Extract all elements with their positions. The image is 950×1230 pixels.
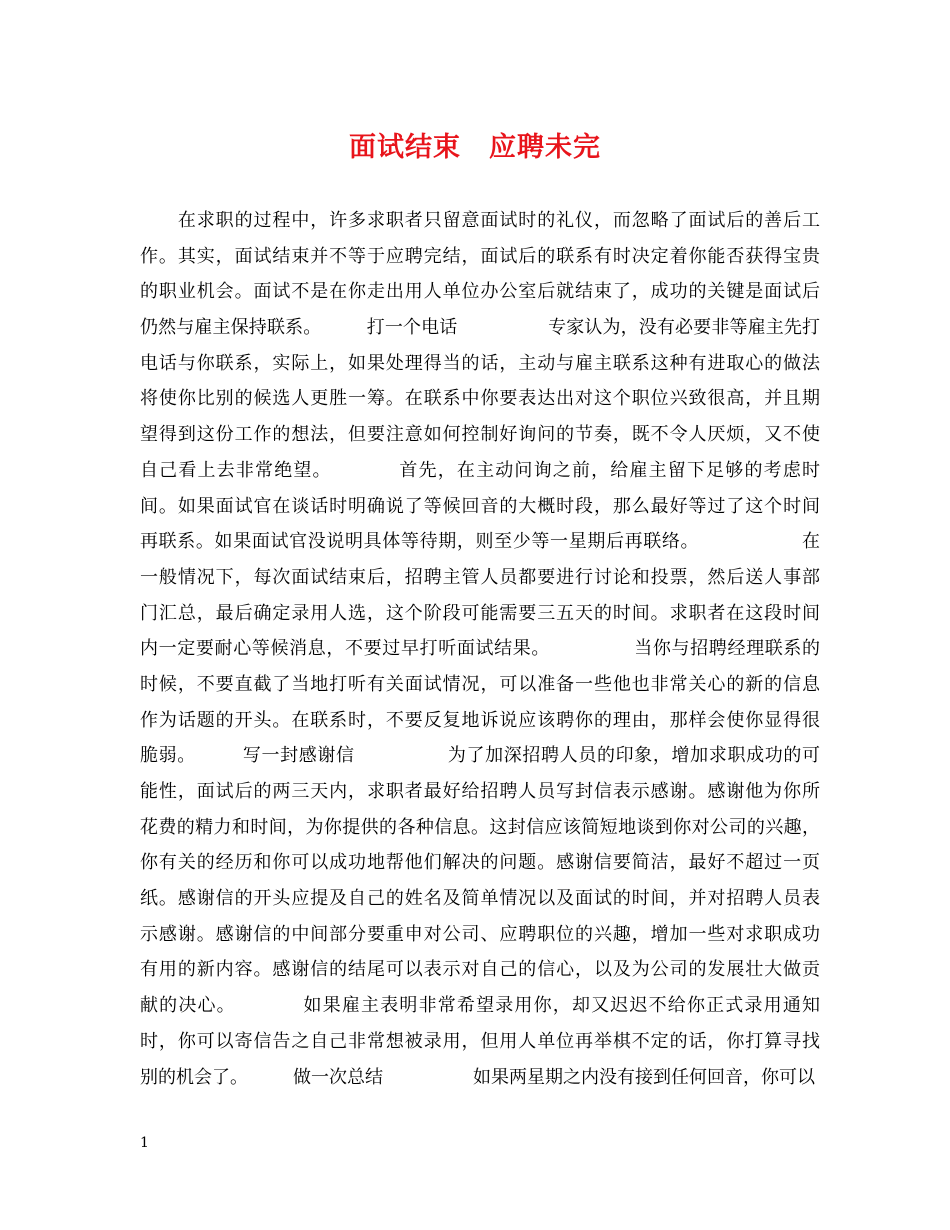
body-line: 你有关的经历和你可以成功地帮他们解决的问题。感谢信要简洁，最好不超过一页 bbox=[140, 852, 820, 874]
page-number: 1 bbox=[140, 1135, 149, 1151]
body-line: 仍然与雇主保持联系。 打一个电话 专家认为，没有必要非等雇主先打 bbox=[140, 317, 820, 339]
body-line: 在求职的过程中，许多求职者只留意面试时的礼仪，而忽略了面试后的善后工 bbox=[140, 210, 820, 231]
body-line: 时候，不要直截了当地打听有关面试情况，可以准备一些他也非常关心的新的信息 bbox=[140, 673, 820, 695]
body-line: 间。如果面试官在谈话时明确说了等候回音的大概时段，那么最好等过了这个时间 bbox=[140, 495, 820, 517]
body-line: 自己看上去非常绝望。 首先，在主动问询之前，给雇主留下足够的考虑时 bbox=[140, 459, 820, 481]
body-line: 能性，面试后的两三天内，求职者最好给招聘人员写封信表示感谢。感谢他为你所 bbox=[140, 781, 820, 802]
body-line: 花费的精力和时间，为你提供的各种信息。这封信应该简短地谈到你对公司的兴趣， bbox=[140, 816, 820, 838]
body-line: 作。其实，面试结束并不等于应聘完结，面试后的联系有时决定着你能否获得宝贵 bbox=[140, 245, 820, 267]
body-line: 望得到这份工作的想法，但要注意如何控制好询问的节奏，既不令人厌烦，又不使 bbox=[140, 424, 820, 446]
body-line: 脆弱。 写一封感谢信 为了加深招聘人员的印象，增加求职成功的可 bbox=[140, 745, 820, 767]
body-line: 献的决心。 如果雇主表明非常希望录用你，却又迟迟不给你正式录用通知 bbox=[140, 995, 820, 1017]
body-line: 纸。感谢信的开头应提及自己的姓名及简单情况以及面试的时间，并对招聘人员表 bbox=[140, 888, 820, 910]
body-line: 示感谢。感谢信的中间部分要重申对公司、应聘职位的兴趣，增加一些对求职成功 bbox=[140, 923, 820, 945]
body-line: 将使你比别的候选人更胜一筹。在联系中你要表达出对这个职位兴致很高，并且期 bbox=[140, 388, 820, 410]
body-line: 内一定要耐心等候消息，不要过早打听面试结果。 当你与招聘经理联系的 bbox=[140, 638, 820, 660]
body-line: 门汇总，最后确定录用人选，这个阶段可能需要三五天的时间。求职者在这段时间 bbox=[140, 602, 820, 624]
body-line: 一般情况下，每次面试结束后，招聘主管人员都要进行讨论和投票，然后送人事部 bbox=[140, 566, 820, 588]
body-line: 电话与你联系，实际上，如果处理得当的话，主动与雇主联系这种有进取心的做法 bbox=[140, 352, 820, 374]
body-line: 有用的新内容。感谢信的结尾可以表示对自己的信心，以及为公司的发展壮大做贡 bbox=[140, 959, 820, 981]
body-line: 的职业机会。面试不是在你走出用人单位办公室后就结束了，成功的关键是面试后 bbox=[140, 281, 820, 303]
body-line: 作为话题的开头。在联系时，不要反复地诉说应该聘你的理由，那样会使你显得很 bbox=[140, 709, 820, 731]
document-title: 面试结束 应聘未完 bbox=[349, 132, 601, 163]
body-line: 别的机会了。 做一次总结 如果两星期之内没有接到任何回音，你可以 bbox=[140, 1066, 815, 1088]
body-line: 时，你可以寄信告之自己非常想被录用，但用人单位再举棋不定的话，你打算寻找 bbox=[140, 1030, 820, 1052]
body-line: 再联系。如果面试官没说明具体等待期，则至少等一星期后再联络。 在 bbox=[140, 531, 820, 553]
document-body bbox=[140, 203, 820, 1095]
